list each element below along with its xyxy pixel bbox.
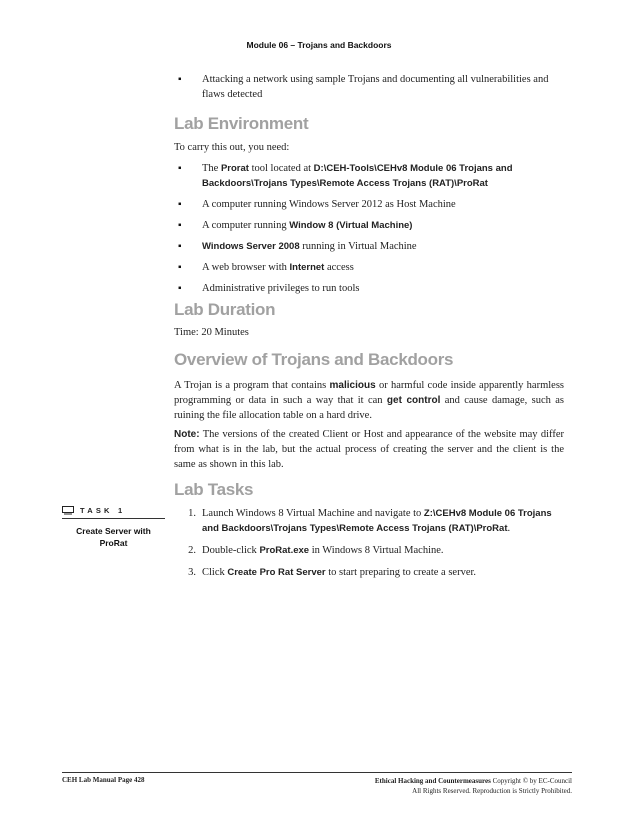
req-win8-pre: A computer running (202, 220, 290, 231)
step-3-number: 3. (188, 567, 196, 578)
requirements-list (174, 161, 564, 302)
task-label-text: TASK 1 (80, 506, 126, 515)
req-prorat-pre: The (202, 163, 221, 174)
monitor-icon (62, 506, 74, 515)
requirement-win2008 (174, 239, 564, 254)
overview-heading: Overview of Trojans and Backdoors (174, 350, 454, 369)
req-prorat-tool: Prorat (220, 163, 249, 174)
step-2-number: 2. (188, 545, 196, 556)
lab-steps-list (174, 506, 564, 587)
step-1-number: 1. (188, 508, 196, 519)
overview-p1-c: or harmful code inside apparently harmless programming or data in such a way that it can (174, 380, 564, 406)
footer-copyright (375, 776, 572, 796)
step-3-pre: Click (202, 567, 228, 578)
step-2 (174, 543, 564, 558)
task-label (62, 506, 165, 519)
lab-tasks-heading: Lab Tasks (174, 480, 254, 499)
step-2-bold: ProRat.exe (259, 545, 310, 556)
footer-page-label: CEH Lab Manual Page 428 (62, 776, 145, 784)
requirement-prorat (174, 161, 564, 191)
step-1-post: . (507, 523, 511, 534)
req-browser-pre: A web browser with (202, 262, 290, 273)
requirement-win8 (174, 218, 564, 233)
footer-divider (62, 772, 572, 773)
step-1-path: Z:\CEHv8 Module 06 Trojans and Backdoors\Trojans Types\Remote Access Trojans (RAT)\ProRat (202, 508, 552, 534)
overview-p1-malicious: malicious (329, 380, 376, 391)
overview-note-text: The versions of the created Client or Host and appearance of the website may differ from what is in the lab, but the actual process of creating the server and the client is the same as shown in this lab. (174, 429, 564, 470)
footer-copyright-text: Copyright © by EC-Council (490, 777, 572, 785)
requirement-admin: ▪ Administrative privileges to run tools (174, 281, 564, 296)
overview-p1-get-control: get control (386, 395, 441, 406)
lab-environment-heading: Lab Environment (174, 114, 309, 133)
overview-p1-a: A Trojan is a program that contains (174, 380, 330, 391)
overview-paragraph (174, 378, 564, 423)
requirement-browser (174, 260, 564, 275)
module-header: Module 06 – Trojans and Backdoors (246, 40, 392, 50)
req-prorat-mid: tool located at (248, 163, 314, 174)
intro-bullet-list (174, 72, 564, 108)
lab-duration-time: Time: 20 Minutes (174, 327, 249, 338)
footer-rights: All Rights Reserved. Reproduction is Strictly Prohibited. (412, 787, 572, 795)
step-3-bold: Create Pro Rat Server (227, 567, 326, 578)
step-2-post: in Windows 8 Virtual Machine. (309, 545, 444, 556)
lab-environment-intro: To carry this out, you need: (174, 142, 290, 153)
step-3-post: to start preparing to create a server. (325, 567, 477, 578)
req-browser-bold: Internet (289, 262, 325, 273)
step-1-pre: Launch Windows 8 Virtual Machine and navigate to (202, 508, 424, 519)
step-3 (174, 565, 564, 580)
step-1 (174, 506, 564, 536)
overview-note-label: Note: (174, 429, 200, 440)
lab-duration-heading: Lab Duration (174, 300, 276, 319)
overview-p1-d: and cause damage, such as ruining the file allocation table on a hard drive. (174, 395, 564, 421)
req-win8-bold: Window 8 (Virtual Machine) (289, 220, 413, 231)
req-prorat-path: D:\CEH-Tools\CEHv8 Module 06 Trojans and Backdoors\Trojans Types\Remote Access Trojans (RAT)\ProRat (202, 163, 513, 189)
overview-note (174, 427, 564, 472)
req-win2008-bold: Windows Server 2008 (202, 241, 300, 252)
requirement-win2012: ▪ A computer running Windows Server 2012 as Host Machine (174, 197, 564, 212)
intro-bullet-item: ▪ Attacking a network using sample Trojans and documenting all vulnerabilities and flaws detected (174, 72, 564, 102)
task-sidebar (62, 506, 165, 549)
req-win2008-post: running in Virtual Machine (299, 241, 417, 252)
task-title: Create Server with ProRat (76, 526, 151, 548)
req-browser-post: access (324, 262, 354, 273)
footer-book-title: Ethical Hacking and Countermeasures (374, 777, 491, 785)
step-2-pre: Double-click (202, 545, 260, 556)
